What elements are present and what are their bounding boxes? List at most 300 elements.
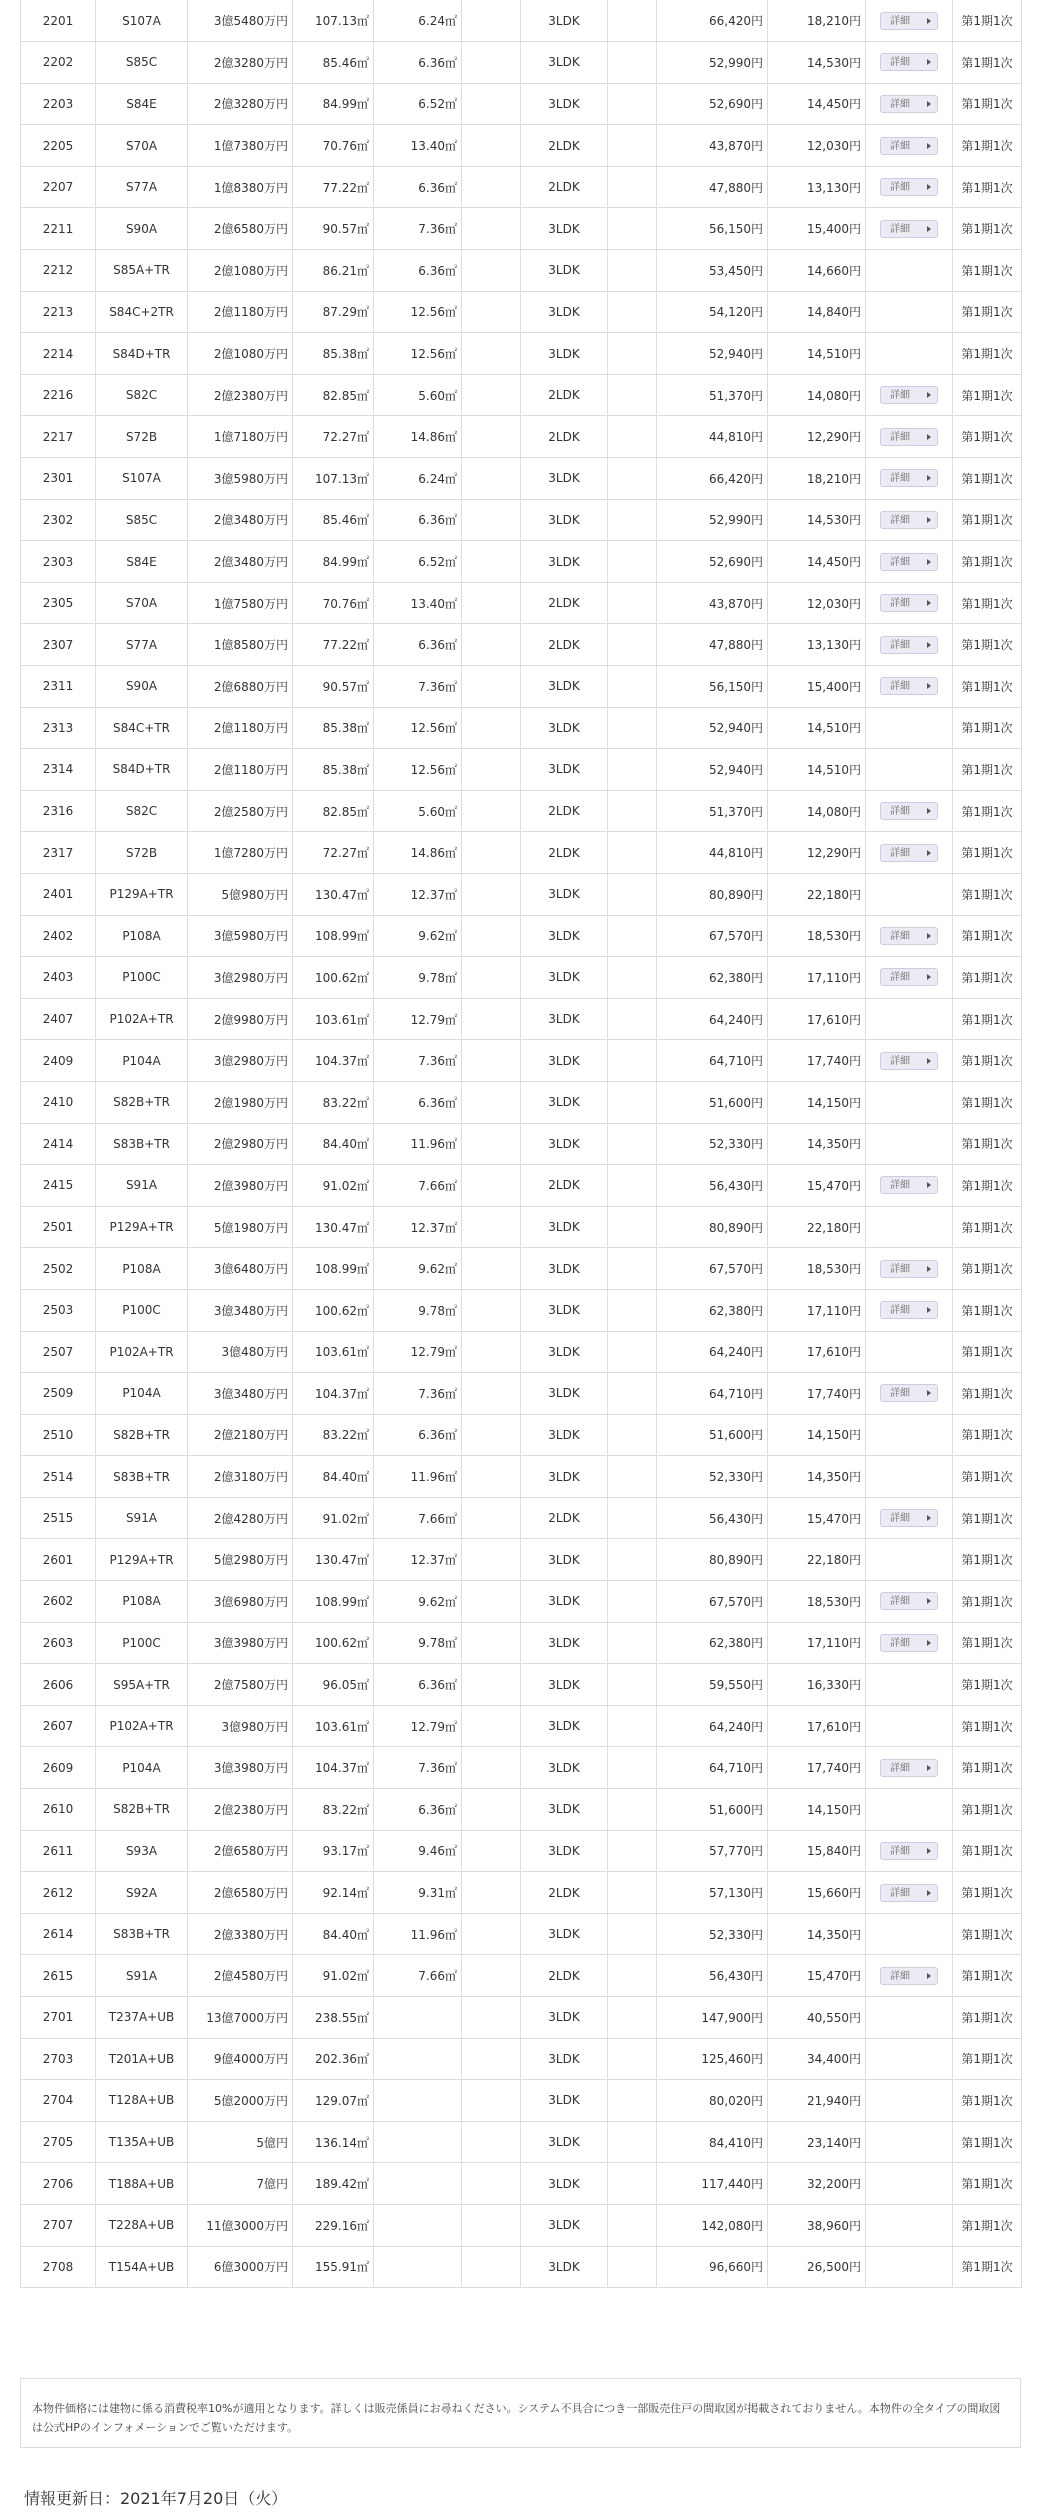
sales-phase: 第1期1次 [953,2038,1022,2080]
room-number: 2602 [21,1581,96,1623]
price: 3億3980万円 [188,1622,293,1664]
units-table-body [21,0,1022,2288]
empty-cell [608,1622,657,1664]
empty-cell [462,291,521,333]
detail-cell [866,832,953,874]
layout-plan: 3LDK [521,1622,608,1664]
floor-area: 93.17㎡ [293,1830,374,1872]
detail-button-label: 詳細 [890,806,910,818]
empty-cell [608,666,657,708]
repair-reserve: 12,030円 [768,582,866,624]
chevron-right-icon [927,59,931,65]
sales-phase: 第1期1次 [953,1497,1022,1539]
chevron-right-icon [927,1890,931,1896]
detail-button[interactable] [880,677,938,695]
empty-cell [608,1539,657,1581]
price: 2億3280万円 [188,83,293,125]
balcony-area: 6.36㎡ [374,250,462,292]
table-row [21,2163,1022,2205]
price: 3億480万円 [188,1331,293,1373]
empty-cell [608,1331,657,1373]
floor-type: P108A [96,1248,188,1290]
empty-cell [608,2038,657,2080]
detail-button[interactable] [880,927,938,945]
layout-plan: 3LDK [521,1997,608,2039]
detail-button-label: 詳細 [890,847,910,859]
repair-reserve: 17,110円 [768,957,866,999]
detail-button[interactable] [880,469,938,487]
detail-button[interactable] [880,594,938,612]
room-number: 2503 [21,1289,96,1331]
layout-plan: 3LDK [521,666,608,708]
repair-reserve: 15,470円 [768,1165,866,1207]
room-number: 2414 [21,1123,96,1165]
price: 2億3280万円 [188,42,293,84]
sales-phase: 第1期1次 [953,998,1022,1040]
sales-phase: 第1期1次 [953,2204,1022,2246]
detail-button-label: 詳細 [890,431,910,443]
layout-plan: 3LDK [521,208,608,250]
balcony-area: 13.40㎡ [374,582,462,624]
empty-cell [608,2121,657,2163]
floor-type: S82B+TR [96,1081,188,1123]
price: 3億3480万円 [188,1373,293,1415]
detail-button[interactable] [880,802,938,820]
detail-cell [866,790,953,832]
repair-reserve: 14,450円 [768,541,866,583]
empty-cell [462,1081,521,1123]
floor-type: S83B+TR [96,1913,188,1955]
empty-cell [608,1705,657,1747]
chevron-right-icon [927,226,931,232]
repair-reserve: 22,180円 [768,1206,866,1248]
floor-type: P129A+TR [96,1206,188,1248]
empty-cell [608,499,657,541]
detail-button[interactable] [880,95,938,113]
sales-phase: 第1期1次 [953,1581,1022,1623]
detail-cell [866,1539,953,1581]
layout-plan: 3LDK [521,1747,608,1789]
price: 2億3380万円 [188,1913,293,1955]
detail-button[interactable] [880,636,938,654]
empty-cell [462,873,521,915]
sales-phase: 第1期1次 [953,1248,1022,1290]
balcony-area: 6.24㎡ [374,0,462,42]
table-row [21,873,1022,915]
floor-area: 82.85㎡ [293,374,374,416]
room-number: 2611 [21,1830,96,1872]
layout-plan: 3LDK [521,1830,608,1872]
floor-type: P104A [96,1747,188,1789]
price: 1億7280万円 [188,832,293,874]
chevron-right-icon [927,808,931,814]
floor-type: S72B [96,416,188,458]
detail-button[interactable] [880,1759,938,1777]
balcony-area [374,2121,462,2163]
balcony-area: 6.36㎡ [374,42,462,84]
room-number: 2403 [21,957,96,999]
table-row [21,458,1022,500]
table-row [21,1497,1022,1539]
price: 2億9980万円 [188,998,293,1040]
empty-cell [608,208,657,250]
empty-cell [462,915,521,957]
table-row [21,1206,1022,1248]
empty-cell [608,1664,657,1706]
room-number: 2705 [21,2121,96,2163]
table-row [21,1872,1022,1914]
floor-area: 91.02㎡ [293,1497,374,1539]
table-row [21,416,1022,458]
layout-plan: 3LDK [521,1913,608,1955]
floor-type: P108A [96,915,188,957]
empty-cell [608,582,657,624]
table-row [21,291,1022,333]
layout-plan: 2LDK [521,1165,608,1207]
price: 1億8580万円 [188,624,293,666]
empty-cell [462,1248,521,1290]
price: 1億8380万円 [188,166,293,208]
empty-cell [462,1456,521,1498]
management-fee: 62,380円 [657,957,768,999]
empty-cell [608,458,657,500]
repair-reserve: 14,530円 [768,42,866,84]
room-number: 2301 [21,458,96,500]
table-row [21,1581,1022,1623]
room-number: 2610 [21,1789,96,1831]
floor-area: 85.38㎡ [293,333,374,375]
price: 3億980万円 [188,1705,293,1747]
empty-cell [462,1373,521,1415]
empty-cell [462,2121,521,2163]
room-number: 2601 [21,1539,96,1581]
empty-cell [608,2080,657,2122]
balcony-area: 9.78㎡ [374,957,462,999]
floor-area: 130.47㎡ [293,873,374,915]
table-row [21,582,1022,624]
empty-cell [608,624,657,666]
empty-cell [608,915,657,957]
balcony-area: 5.60㎡ [374,374,462,416]
price: 9億4000万円 [188,2038,293,2080]
layout-plan: 3LDK [521,1123,608,1165]
layout-plan: 3LDK [521,2246,608,2288]
detail-cell [866,998,953,1040]
empty-cell [462,250,521,292]
detail-button-label: 詳細 [890,972,910,984]
layout-plan: 3LDK [521,1248,608,1290]
detail-button[interactable] [880,1967,938,1985]
price: 1億7180万円 [188,416,293,458]
repair-reserve: 12,290円 [768,832,866,874]
empty-cell [608,250,657,292]
detail-button-label: 詳細 [890,930,910,942]
management-fee: 52,330円 [657,1123,768,1165]
floor-area: 103.61㎡ [293,1705,374,1747]
detail-button[interactable] [880,1842,938,1860]
empty-cell [462,1955,521,1997]
empty-cell [608,1830,657,1872]
detail-button-label: 詳細 [890,1513,910,1525]
table-row [21,1165,1022,1207]
sales-phase: 第1期1次 [953,582,1022,624]
price: 2億1980万円 [188,1081,293,1123]
layout-plan: 3LDK [521,1456,608,1498]
floor-area: 86.21㎡ [293,250,374,292]
management-fee: 51,370円 [657,790,768,832]
floor-area: 84.99㎡ [293,541,374,583]
management-fee: 51,370円 [657,374,768,416]
floor-type: S70A [96,125,188,167]
repair-reserve: 22,180円 [768,1539,866,1581]
management-fee: 52,940円 [657,707,768,749]
table-row [21,1248,1022,1290]
repair-reserve: 17,610円 [768,998,866,1040]
sales-phase: 第1期1次 [953,1081,1022,1123]
management-fee: 53,450円 [657,250,768,292]
detail-cell [866,582,953,624]
room-number: 2317 [21,832,96,874]
price: 2億2380万円 [188,374,293,416]
empty-cell [608,1497,657,1539]
floor-type: S82B+TR [96,1789,188,1831]
detail-cell [866,1664,953,1706]
layout-plan: 3LDK [521,250,608,292]
repair-reserve: 17,610円 [768,1331,866,1373]
detail-button-label: 詳細 [890,182,910,194]
sales-phase: 第1期1次 [953,1289,1022,1331]
price: 2億7580万円 [188,1664,293,1706]
layout-plan: 3LDK [521,1705,608,1747]
empty-cell [462,749,521,791]
chevron-right-icon [927,1973,931,1979]
layout-plan: 2LDK [521,374,608,416]
floor-area: 238.55㎡ [293,1997,374,2039]
floor-type: S70A [96,582,188,624]
detail-cell [866,1997,953,2039]
detail-button[interactable] [880,1260,938,1278]
empty-cell [608,790,657,832]
table-row [21,1913,1022,1955]
detail-button-label: 詳細 [890,1180,910,1192]
table-row [21,1955,1022,1997]
chevron-right-icon [927,1266,931,1272]
floor-type: S85C [96,42,188,84]
management-fee: 80,890円 [657,1539,768,1581]
detail-button[interactable] [880,178,938,196]
room-number: 2402 [21,915,96,957]
detail-button[interactable] [880,1884,938,1902]
table-row [21,666,1022,708]
empty-cell [462,1872,521,1914]
detail-button[interactable] [880,428,938,446]
detail-button[interactable] [880,1052,938,1070]
balcony-area: 6.24㎡ [374,458,462,500]
repair-reserve: 17,110円 [768,1289,866,1331]
chevron-right-icon [927,1640,931,1646]
balcony-area: 14.86㎡ [374,416,462,458]
price: 11億3000万円 [188,2204,293,2246]
layout-plan: 3LDK [521,83,608,125]
detail-button-label: 詳細 [890,1305,910,1317]
management-fee: 52,940円 [657,333,768,375]
sales-phase: 第1期1次 [953,1206,1022,1248]
price: 3億6480万円 [188,1248,293,1290]
chevron-right-icon [927,1598,931,1604]
price: 2億2380万円 [188,1789,293,1831]
sales-phase: 第1期1次 [953,2080,1022,2122]
sales-phase: 第1期1次 [953,291,1022,333]
layout-plan: 3LDK [521,957,608,999]
layout-plan: 2LDK [521,832,608,874]
balcony-area: 12.37㎡ [374,1539,462,1581]
detail-button[interactable] [880,844,938,862]
empty-cell [608,2246,657,2288]
repair-reserve: 14,510円 [768,749,866,791]
repair-reserve: 15,840円 [768,1830,866,1872]
detail-cell [866,2121,953,2163]
chevron-right-icon [927,1058,931,1064]
sales-phase: 第1期1次 [953,1872,1022,1914]
empty-cell [462,499,521,541]
detail-button[interactable] [880,553,938,571]
balcony-area [374,2204,462,2246]
table-row [21,83,1022,125]
room-number: 2612 [21,1872,96,1914]
layout-plan: 3LDK [521,1206,608,1248]
floor-type: T188A+UB [96,2163,188,2205]
management-fee: 125,460円 [657,2038,768,2080]
detail-button[interactable] [880,511,938,529]
sales-phase: 第1期1次 [953,42,1022,84]
table-row [21,374,1022,416]
empty-cell [462,707,521,749]
repair-reserve: 14,660円 [768,250,866,292]
management-fee: 51,600円 [657,1081,768,1123]
floor-area: 103.61㎡ [293,998,374,1040]
price: 2億4280万円 [188,1497,293,1539]
detail-button[interactable] [880,1176,938,1194]
balcony-area: 12.56㎡ [374,291,462,333]
empty-cell [462,666,521,708]
room-number: 2216 [21,374,96,416]
balcony-area: 7.36㎡ [374,1040,462,1082]
table-row [21,1789,1022,1831]
management-fee: 147,900円 [657,1997,768,2039]
layout-plan: 3LDK [521,2121,608,2163]
balcony-area: 7.66㎡ [374,1497,462,1539]
detail-button-label: 詳細 [890,1263,910,1275]
empty-cell [462,582,521,624]
empty-cell [608,1789,657,1831]
price: 2億6580万円 [188,1872,293,1914]
detail-button[interactable] [880,53,938,71]
price: 2億1180万円 [188,291,293,333]
price: 3億5980万円 [188,915,293,957]
floor-type: S91A [96,1955,188,1997]
repair-reserve: 14,530円 [768,499,866,541]
empty-cell [608,1248,657,1290]
detail-button[interactable] [880,1301,938,1319]
repair-reserve: 26,500円 [768,2246,866,2288]
floor-area: 77.22㎡ [293,624,374,666]
sales-phase: 第1期1次 [953,2246,1022,2288]
management-fee: 57,770円 [657,1830,768,1872]
detail-button[interactable] [880,12,938,30]
room-number: 2703 [21,2038,96,2080]
empty-cell [462,1705,521,1747]
floor-type: S84E [96,83,188,125]
empty-cell [462,166,521,208]
floor-type: P100C [96,1622,188,1664]
empty-cell [608,1165,657,1207]
table-row [21,1456,1022,1498]
repair-reserve: 14,350円 [768,1456,866,1498]
detail-cell [866,2246,953,2288]
price: 3億5480万円 [188,0,293,42]
repair-reserve: 17,740円 [768,1040,866,1082]
detail-button[interactable] [880,386,938,404]
price: 5億1980万円 [188,1206,293,1248]
table-row [21,541,1022,583]
detail-button[interactable] [880,1592,938,1610]
detail-button[interactable] [880,968,938,986]
floor-area: 100.62㎡ [293,1622,374,1664]
sales-phase: 第1期1次 [953,915,1022,957]
detail-button[interactable] [880,220,938,238]
sales-phase: 第1期1次 [953,2163,1022,2205]
detail-button[interactable] [880,1384,938,1402]
price: 2億1180万円 [188,707,293,749]
chevron-right-icon [927,683,931,689]
detail-button[interactable] [880,137,938,155]
management-fee: 52,940円 [657,749,768,791]
table-row [21,2204,1022,2246]
management-fee: 64,710円 [657,1373,768,1415]
sales-phase: 第1期1次 [953,166,1022,208]
floor-type: P129A+TR [96,1539,188,1581]
room-number: 2509 [21,1373,96,1415]
detail-button[interactable] [880,1509,938,1527]
detail-button-label: 詳細 [890,15,910,27]
detail-button-label: 詳細 [890,598,910,610]
detail-cell [866,1789,953,1831]
management-fee: 52,990円 [657,499,768,541]
repair-reserve: 14,510円 [768,707,866,749]
price: 2億2180万円 [188,1414,293,1456]
room-number: 2607 [21,1705,96,1747]
room-number: 2704 [21,2080,96,2122]
price: 3億3480万円 [188,1289,293,1331]
repair-reserve: 15,400円 [768,208,866,250]
sales-phase: 第1期1次 [953,1165,1022,1207]
detail-button-label: 詳細 [890,1762,910,1774]
repair-reserve: 12,290円 [768,416,866,458]
table-row [21,1539,1022,1581]
floor-type: S107A [96,0,188,42]
management-fee: 52,990円 [657,42,768,84]
detail-cell [866,83,953,125]
detail-button[interactable] [880,1634,938,1652]
floor-type: S107A [96,458,188,500]
empty-cell [462,1123,521,1165]
floor-area: 104.37㎡ [293,1373,374,1415]
floor-area: 136.14㎡ [293,2121,374,2163]
floor-type: S84E [96,541,188,583]
table-row [21,2038,1022,2080]
price: 5億円 [188,2121,293,2163]
detail-cell [866,2163,953,2205]
